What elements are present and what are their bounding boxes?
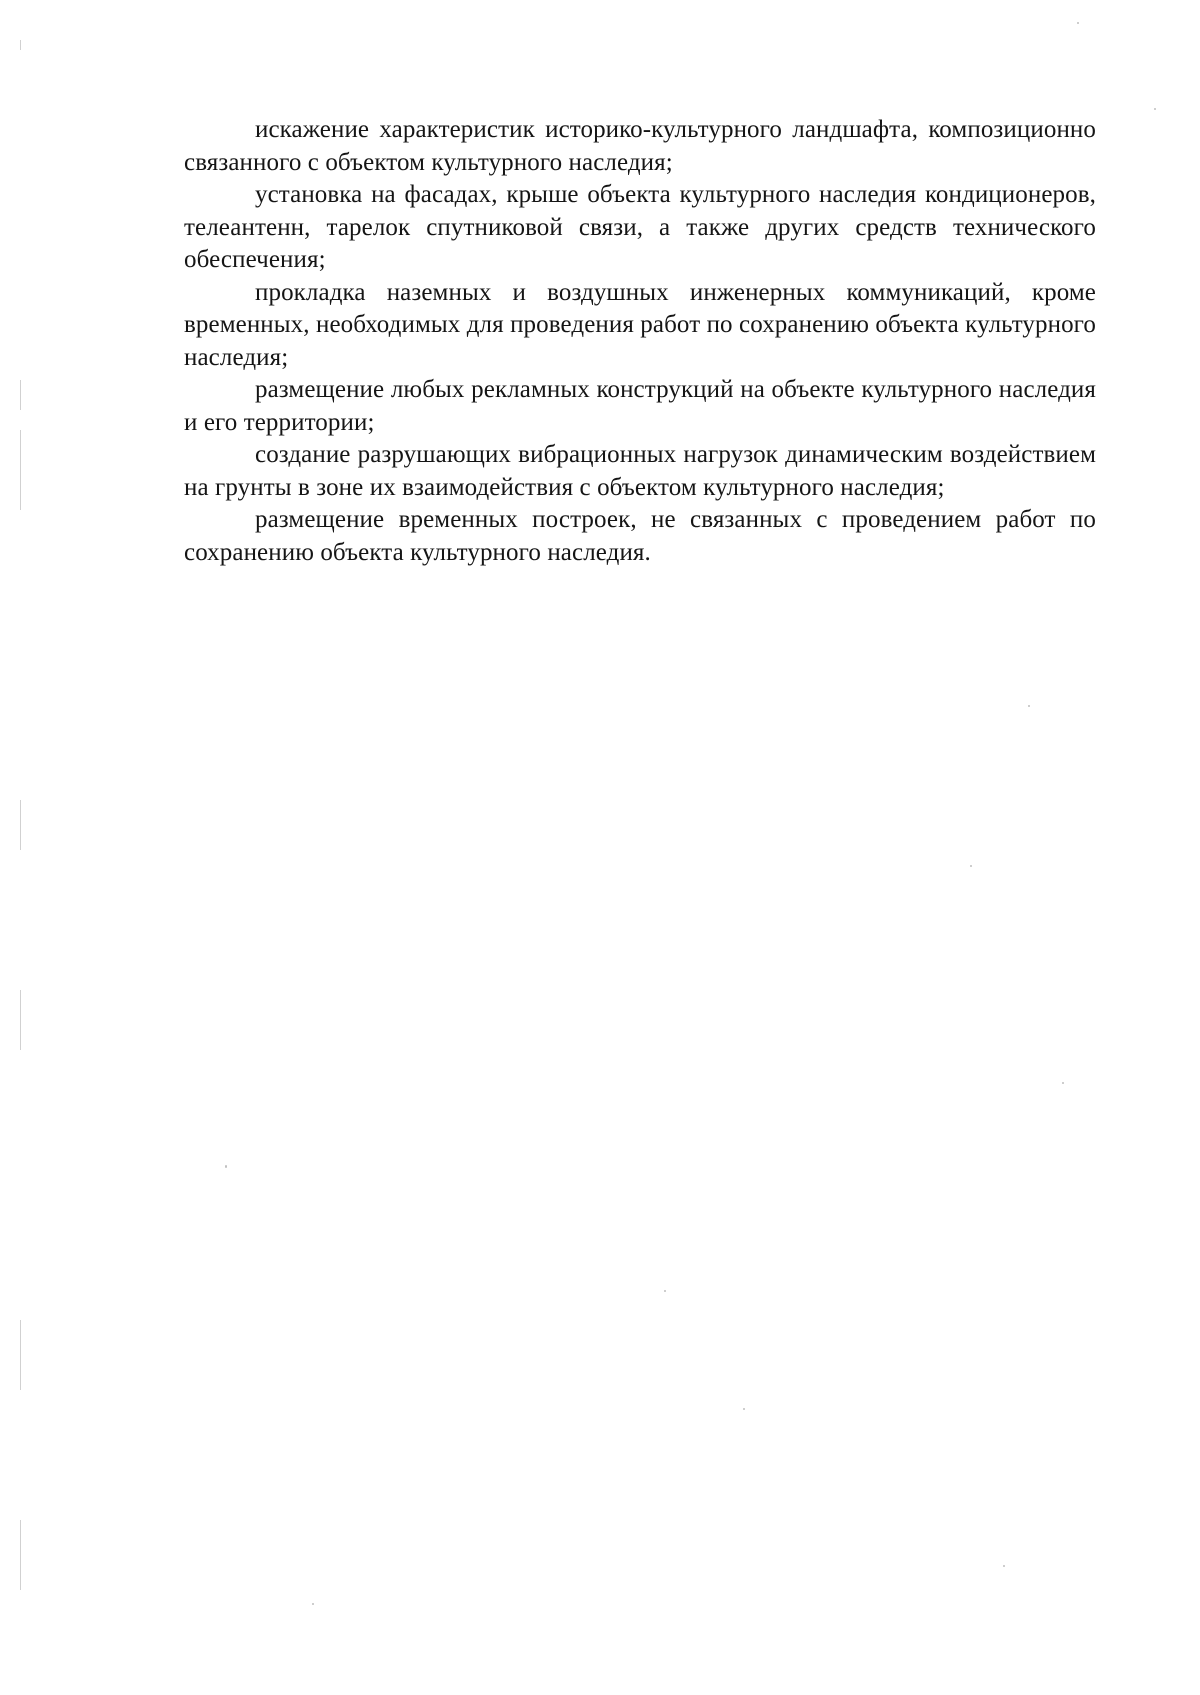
scan-edge-mark [20,430,21,510]
paragraph-advertising-structures: размещение любых рекламных конструкций на объекте культурного наследия и его территории; [184,376,1096,436]
scan-edge-mark [20,1520,21,1590]
scan-speck [225,1165,227,1168]
scan-speck [1077,22,1079,24]
scan-speck [312,1603,314,1605]
scan-speck [1062,1082,1064,1084]
scan-speck [743,1408,745,1410]
scan-speck [970,865,972,867]
scan-speck [1003,1565,1005,1567]
scan-speck [664,1290,666,1292]
scan-edge-mark [20,40,21,50]
scan-speck [1154,108,1156,110]
paragraph-vibration-loads: создание разрушающих вибрационных нагрузок динамическим воздействием на грунты в зоне их взаимодействия с объектом культурного наследия; [184,441,1096,501]
scan-edge-mark [20,380,21,410]
paragraph-facade-equipment: установка на фасадах, крыше объекта культурного наследия кондиционеров, телеантенн, тарелок спутниковой связи, а также других средств технического обеспечения; [184,181,1096,273]
paragraph-landscape-distortion: искажение характеристик историко-культурного ландшафта, композиционно связанного с объектом культурного наследия; [184,116,1096,176]
scan-speck [1028,705,1030,707]
paragraph-engineering-communications: прокладка наземных и воздушных инженерных коммуникаций, кроме временных, необходимых для проведения работ по сохранению объекта культурного наследия; [184,278,1096,371]
document-body [184,114,1096,569]
scan-edge-mark [20,1320,21,1390]
scan-edge-mark [20,990,21,1050]
scan-edge-mark [20,800,21,850]
paragraph-temporary-buildings: размещение временных построек, не связанных с проведением работ по сохранению объекта культурного наследия. [184,506,1096,566]
